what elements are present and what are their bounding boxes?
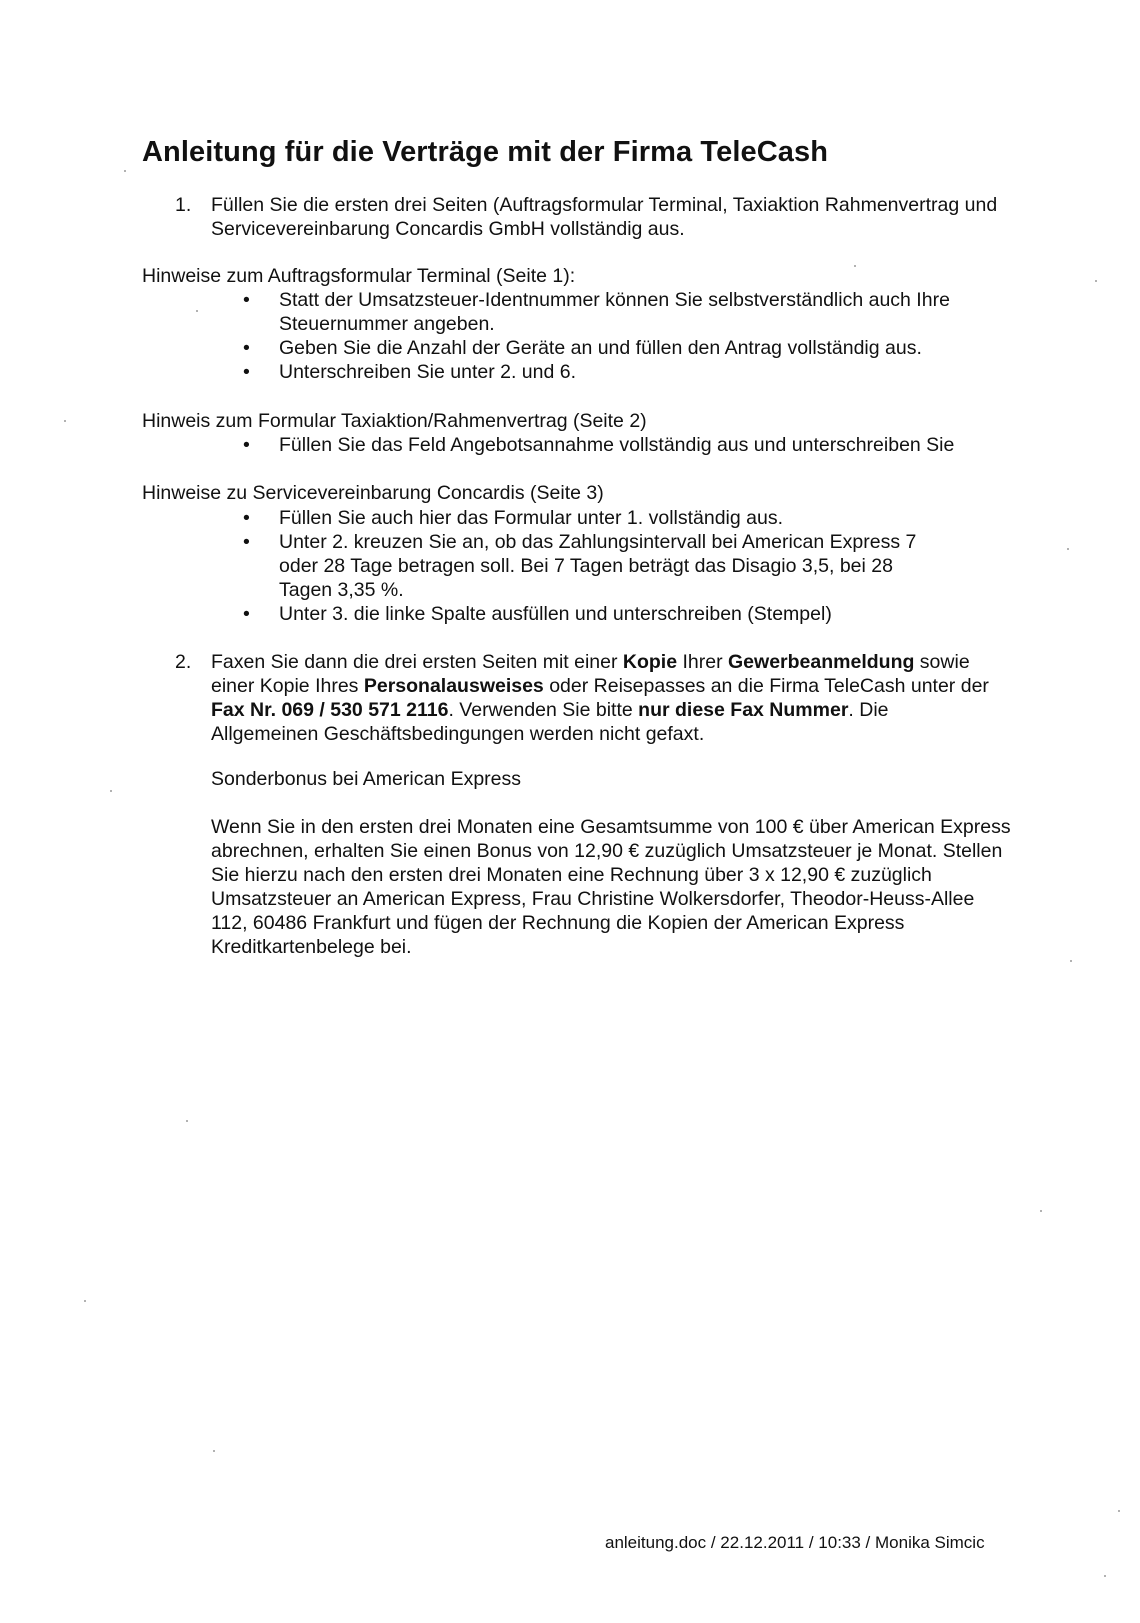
bullet-list-concardis: [243, 506, 943, 626]
step-2: [175, 650, 995, 746]
list-item: [243, 336, 1033, 360]
list-item: [243, 360, 1033, 384]
bullet-icon: •: [243, 507, 250, 529]
scan-speck: [1070, 960, 1072, 962]
step-2-text-part: Faxen Sie dann die drei ersten Seiten mit einer: [211, 651, 623, 673]
step-2-text: [211, 650, 995, 746]
scan-speck: [110, 790, 112, 792]
scan-speck: [186, 1120, 188, 1122]
scan-speck: [84, 1300, 86, 1302]
bullet-list-terminal: [243, 288, 1033, 384]
bullet-icon: •: [243, 337, 250, 359]
list-item-text: Statt der Umsatzsteuer-Identnummer können Sie selbstverständlich auch Ihre Steuernummer angeben.: [279, 289, 950, 335]
step-2-text-part: . Verwenden Sie bitte: [448, 699, 639, 721]
document-footer: anleitung.doc / 22.12.2011 / 10:33 / Monika Simcic: [605, 1533, 985, 1552]
scan-speck: [1104, 1575, 1106, 1577]
section-heading-concardis: Hinweise zu Servicevereinbarung Concardis (Seite 3): [142, 482, 604, 504]
scan-speck: [1067, 548, 1069, 550]
bullet-icon: •: [243, 361, 250, 383]
list-item: [243, 288, 1033, 336]
scan-speck: [196, 310, 198, 312]
emphasis-gewerbeanmeldung: Gewerbeanmeldung: [728, 651, 915, 673]
step-2-text-part: oder Reisepasses an die Firma TeleCash unter der: [543, 675, 989, 697]
scan-speck: [1095, 280, 1097, 282]
emphasis-nur-diese-fax-nummer: nur diese Fax Nummer: [638, 699, 849, 721]
list-item-text: Unter 3. die linke Spalte ausfüllen und unterschreiben (Stempel): [279, 603, 832, 625]
scan-speck: [1118, 1510, 1120, 1512]
step-1-text: Füllen Sie die ersten drei Seiten (Auftragsformular Terminal, Taxiaktion Rahmenvertrag und Servicevereinbarung Concardis GmbH vollständig aus.: [211, 194, 998, 240]
scan-speck: [1040, 1210, 1042, 1212]
scan-speck: [124, 170, 126, 172]
step-2-text-part: sowie einer Kopie Ihres: [211, 651, 970, 697]
scan-speck: [854, 265, 856, 267]
list-item: [243, 530, 943, 602]
bonus-heading: Sonderbonus bei American Express: [211, 768, 522, 790]
bullet-icon: •: [243, 531, 250, 553]
bullet-icon: •: [243, 603, 250, 625]
emphasis-fax-number: Fax Nr. 069 / 530 571 2116: [211, 699, 449, 721]
list-item: [243, 433, 1033, 457]
step-number: 1.: [175, 194, 192, 216]
scan-speck: [64, 420, 66, 422]
step-number: 2.: [175, 651, 192, 673]
list-item-text: Unterschreiben Sie unter 2. und 6.: [279, 361, 577, 383]
step-2-text-part: . Die Allgemeinen Geschäftsbedingungen werden nicht gefaxt.: [211, 699, 889, 745]
list-item-text: Geben Sie die Anzahl der Geräte an und füllen den Antrag vollständig aus.: [279, 337, 922, 359]
section-heading-rahmenvertrag: Hinweis zum Formular Taxiaktion/Rahmenvertrag (Seite 2): [142, 410, 647, 432]
list-item: [243, 602, 943, 626]
bullet-icon: •: [243, 289, 250, 311]
list-item-text: Füllen Sie das Feld Angebotsannahme vollständig aus und unterschreiben Sie: [279, 434, 955, 456]
step-2-text-part: Ihrer: [677, 651, 729, 673]
emphasis-personalausweis: Personalausweises: [363, 675, 544, 697]
list-item-text: Unter 2. kreuzen Sie an, ob das Zahlungsintervall bei American Express 7 oder 28 Tage betragen soll. Bei 7 Tagen beträgt das Disagio 3,5, bei 28 Tagen 3,35 %.: [279, 531, 917, 601]
bullet-list-rahmenvertrag: [243, 433, 1033, 457]
bonus-text: Wenn Sie in den ersten drei Monaten eine Gesamtsumme von 100 € über American Express abrechnen, erhalten Sie einen Bonus von 12,90 € zuzüglich Umsatzsteuer je Monat. Stellen Sie hierzu nach den ersten drei Monaten eine Rechnung über 3 x 12,90 € zuzüglich Umsatzsteuer an American Express, Frau Christine Wolkersdorfer, Theodor-Heuss-Allee 112, 60486 Frankfurt und fügen der Rechnung die Kopien der American Express Kreditkartenbelege bei.: [211, 816, 1011, 958]
list-item: [243, 506, 943, 530]
step-1: [175, 193, 1035, 241]
document-title: Anleitung für die Verträge mit der Firma TeleCash: [142, 136, 829, 168]
bullet-icon: •: [243, 434, 250, 456]
emphasis-kopie: Kopie: [622, 651, 678, 673]
list-item-text: Füllen Sie auch hier das Formular unter 1. vollständig aus.: [279, 507, 784, 529]
scan-speck: [213, 1450, 215, 1452]
section-heading-terminal: Hinweise zum Auftragsformular Terminal (Seite 1):: [142, 265, 576, 287]
